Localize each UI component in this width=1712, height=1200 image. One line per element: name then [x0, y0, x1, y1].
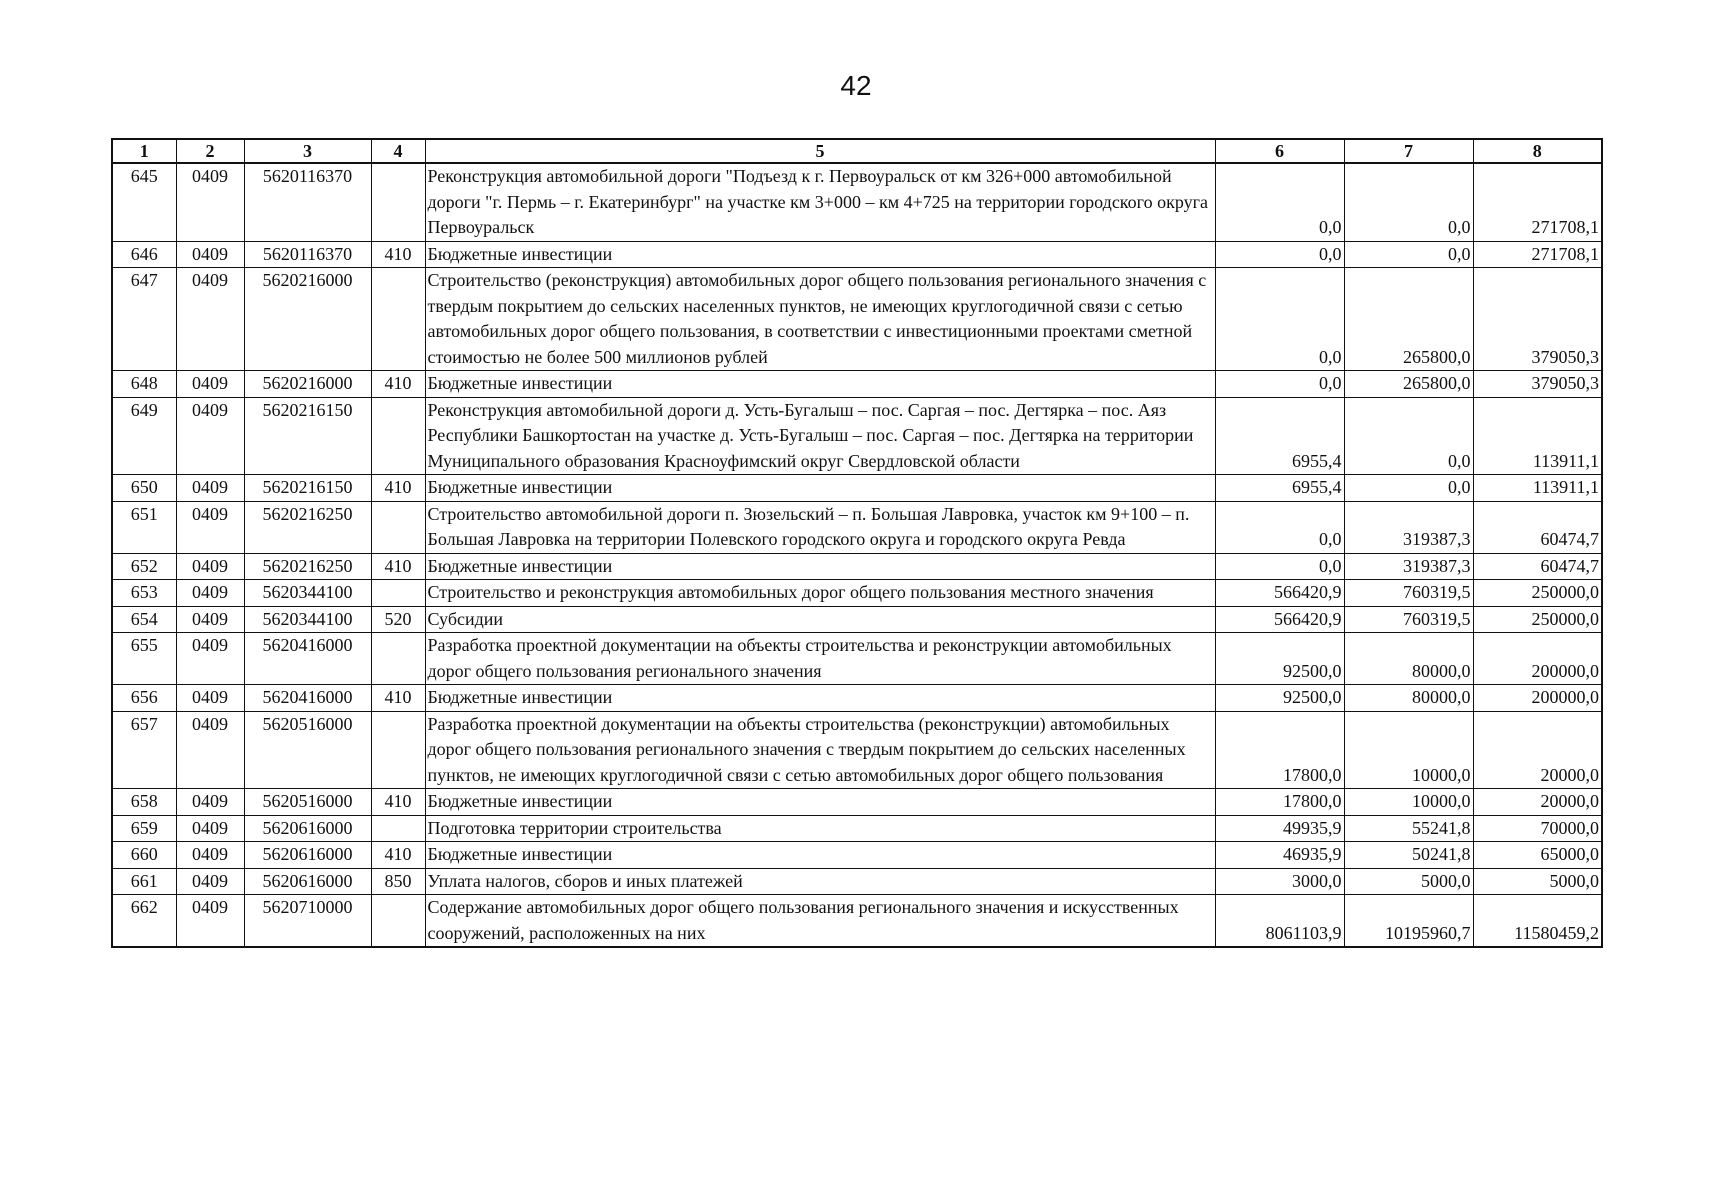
target-article-cell: 5620516000 — [244, 789, 371, 816]
item-name-cell: Строительство и реконструкция автомобильных дорог общего пользования местного значения — [425, 580, 1215, 607]
expense-type-cell: 410 — [371, 789, 425, 816]
table-row — [112, 268, 1602, 371]
target-article-cell: 5620116370 — [244, 163, 371, 241]
amount-col-8-cell: 250000,0 — [1473, 580, 1602, 607]
amount-col-8-cell: 11580459,2 — [1473, 895, 1602, 948]
section-code-cell: 0409 — [176, 553, 244, 580]
section-code-cell: 0409 — [176, 268, 244, 371]
amount-col-6-cell: 8061103,9 — [1215, 895, 1344, 948]
target-article-cell: 5620616000 — [244, 868, 371, 895]
amount-col-8-cell: 113911,1 — [1473, 397, 1602, 475]
amount-col-8-cell: 5000,0 — [1473, 868, 1602, 895]
item-name-cell: Подготовка территории строительства — [425, 815, 1215, 842]
amount-col-7-cell: 50241,8 — [1344, 842, 1473, 869]
expense-type-cell: 410 — [371, 842, 425, 869]
row-number-cell: 656 — [112, 685, 176, 712]
amount-col-7-cell: 319387,3 — [1344, 553, 1473, 580]
target-article-cell: 5620216000 — [244, 371, 371, 398]
amount-col-6-cell: 0,0 — [1215, 371, 1344, 398]
amount-col-6-cell: 0,0 — [1215, 268, 1344, 371]
expense-type-cell: 410 — [371, 241, 425, 268]
amount-col-6-cell: 0,0 — [1215, 163, 1344, 241]
row-number-cell: 659 — [112, 815, 176, 842]
amount-col-7-cell: 760319,5 — [1344, 606, 1473, 633]
expense-type-cell — [371, 163, 425, 241]
row-number-cell: 657 — [112, 711, 176, 789]
item-name-cell: Реконструкция автомобильной дороги д. Усть-Бугалыш – пос. Саргая – пос. Дегтярка – пос. Аяз Республики Башкортостан на участке д. Усть-Бугалыш – пос. Саргая – пос. Дегтярка на территории Муниципального образования Красноуфимский округ Свердловской области — [425, 397, 1215, 475]
target-article-cell: 5620344100 — [244, 580, 371, 607]
table-row — [112, 789, 1602, 816]
amount-col-7-cell: 0,0 — [1344, 163, 1473, 241]
row-number-cell: 652 — [112, 553, 176, 580]
amount-col-7-cell: 760319,5 — [1344, 580, 1473, 607]
target-article-cell: 5620710000 — [244, 895, 371, 948]
section-code-cell: 0409 — [176, 633, 244, 685]
expense-type-cell: 520 — [371, 606, 425, 633]
amount-col-7-cell: 80000,0 — [1344, 633, 1473, 685]
row-number-cell: 647 — [112, 268, 176, 371]
section-code-cell: 0409 — [176, 842, 244, 869]
amount-col-6-cell: 17800,0 — [1215, 789, 1344, 816]
item-name-cell: Уплата налогов, сборов и иных платежей — [425, 868, 1215, 895]
row-number-cell: 658 — [112, 789, 176, 816]
row-number-cell: 660 — [112, 842, 176, 869]
amount-col-8-cell: 379050,3 — [1473, 268, 1602, 371]
amount-col-7-cell: 10000,0 — [1344, 711, 1473, 789]
section-code-cell: 0409 — [176, 580, 244, 607]
header-col-1: 1 — [112, 139, 176, 163]
amount-col-6-cell: 566420,9 — [1215, 606, 1344, 633]
amount-col-8-cell: 271708,1 — [1473, 163, 1602, 241]
amount-col-7-cell: 0,0 — [1344, 397, 1473, 475]
target-article-cell: 5620216250 — [244, 553, 371, 580]
expense-type-cell — [371, 580, 425, 607]
target-article-cell: 5620344100 — [244, 606, 371, 633]
expense-type-cell — [371, 397, 425, 475]
table-row — [112, 241, 1602, 268]
amount-col-7-cell: 0,0 — [1344, 475, 1473, 502]
row-number-cell: 648 — [112, 371, 176, 398]
table-row — [112, 553, 1602, 580]
header-col-4: 4 — [371, 139, 425, 163]
table-row — [112, 371, 1602, 398]
amount-col-8-cell: 379050,3 — [1473, 371, 1602, 398]
amount-col-6-cell: 3000,0 — [1215, 868, 1344, 895]
amount-col-6-cell: 49935,9 — [1215, 815, 1344, 842]
amount-col-8-cell: 250000,0 — [1473, 606, 1602, 633]
table-row — [112, 606, 1602, 633]
page-number: 42 — [840, 70, 872, 101]
table-row — [112, 580, 1602, 607]
section-code-cell: 0409 — [176, 475, 244, 502]
target-article-cell: 5620216250 — [244, 501, 371, 553]
amount-col-7-cell: 10000,0 — [1344, 789, 1473, 816]
amount-col-6-cell: 6955,4 — [1215, 475, 1344, 502]
table-row — [112, 868, 1602, 895]
amount-col-8-cell: 20000,0 — [1473, 789, 1602, 816]
table-row — [112, 711, 1602, 789]
target-article-cell: 5620216150 — [244, 475, 371, 502]
amount-col-8-cell: 271708,1 — [1473, 241, 1602, 268]
table-row — [112, 163, 1602, 241]
target-article-cell: 5620616000 — [244, 815, 371, 842]
target-article-cell: 5620416000 — [244, 633, 371, 685]
item-name-cell: Разработка проектной документации на объекты строительства (реконструкции) автомобильных дорог общего пользования регионального значения с твердым покрытием до сельских населенных пунктов, не имеющих круглогодичной связи с сетью автомобильных дорог общего пользования — [425, 711, 1215, 789]
section-code-cell: 0409 — [176, 789, 244, 816]
amount-col-8-cell: 65000,0 — [1473, 842, 1602, 869]
header-col-3: 3 — [244, 139, 371, 163]
expense-type-cell: 410 — [371, 371, 425, 398]
item-name-cell: Субсидии — [425, 606, 1215, 633]
item-name-cell: Реконструкция автомобильной дороги "Подъезд к г. Первоуральск от км 326+000 автомобильной дороги "г. Пермь – г. Екатеринбург" на участке км 3+000 – км 4+725 на территории городского округа Первоуральск — [425, 163, 1215, 241]
expense-type-cell — [371, 268, 425, 371]
expense-type-cell — [371, 711, 425, 789]
target-article-cell: 5620516000 — [244, 711, 371, 789]
item-name-cell: Бюджетные инвестиции — [425, 789, 1215, 816]
section-code-cell: 0409 — [176, 501, 244, 553]
section-code-cell: 0409 — [176, 895, 244, 948]
row-number-cell: 662 — [112, 895, 176, 948]
item-name-cell: Строительство автомобильной дороги п. Зюзельский – п. Большая Лавровка, участок км 9+100 – п. Большая Лавровка на территории Полевского городского округа и городского округа Ревда — [425, 501, 1215, 553]
amount-col-6-cell: 0,0 — [1215, 553, 1344, 580]
expense-type-cell — [371, 633, 425, 685]
table-row — [112, 475, 1602, 502]
amount-col-8-cell: 60474,7 — [1473, 553, 1602, 580]
table-row — [112, 501, 1602, 553]
target-article-cell: 5620116370 — [244, 241, 371, 268]
amount-col-7-cell: 265800,0 — [1344, 268, 1473, 371]
section-code-cell: 0409 — [176, 371, 244, 398]
table-row — [112, 842, 1602, 869]
item-name-cell: Бюджетные инвестиции — [425, 241, 1215, 268]
section-code-cell: 0409 — [176, 711, 244, 789]
item-name-cell: Строительство (реконструкция) автомобильных дорог общего пользования регионального значения с твердым покрытием до сельских населенных пунктов, не имеющих круглогодичной связи с сетью автомобильных дорог общего пользования, в соответствии с инвестиционными проектами сметной стоимостью не более 500 миллионов рублей — [425, 268, 1215, 371]
item-name-cell: Бюджетные инвестиции — [425, 371, 1215, 398]
expense-type-cell — [371, 501, 425, 553]
table-body — [112, 163, 1602, 947]
expense-type-cell: 410 — [371, 553, 425, 580]
amount-col-7-cell: 5000,0 — [1344, 868, 1473, 895]
amount-col-6-cell: 92500,0 — [1215, 633, 1344, 685]
amount-col-6-cell: 92500,0 — [1215, 685, 1344, 712]
amount-col-7-cell: 265800,0 — [1344, 371, 1473, 398]
expense-type-cell: 410 — [371, 685, 425, 712]
expense-type-cell — [371, 815, 425, 842]
target-article-cell: 5620216150 — [244, 397, 371, 475]
row-number-cell: 649 — [112, 397, 176, 475]
header-row — [112, 139, 1602, 163]
section-code-cell: 0409 — [176, 241, 244, 268]
amount-col-8-cell: 60474,7 — [1473, 501, 1602, 553]
amount-col-8-cell: 200000,0 — [1473, 685, 1602, 712]
amount-col-6-cell: 46935,9 — [1215, 842, 1344, 869]
amount-col-7-cell: 55241,8 — [1344, 815, 1473, 842]
amount-col-7-cell: 319387,3 — [1344, 501, 1473, 553]
table-row — [112, 685, 1602, 712]
row-number-cell: 645 — [112, 163, 176, 241]
table-row — [112, 815, 1602, 842]
section-code-cell: 0409 — [176, 685, 244, 712]
row-number-cell: 655 — [112, 633, 176, 685]
header-col-7: 7 — [1344, 139, 1473, 163]
item-name-cell: Бюджетные инвестиции — [425, 685, 1215, 712]
amount-col-8-cell: 70000,0 — [1473, 815, 1602, 842]
table-row — [112, 397, 1602, 475]
expense-type-cell: 850 — [371, 868, 425, 895]
amount-col-6-cell: 6955,4 — [1215, 397, 1344, 475]
row-number-cell: 650 — [112, 475, 176, 502]
section-code-cell: 0409 — [176, 815, 244, 842]
amount-col-6-cell: 0,0 — [1215, 241, 1344, 268]
target-article-cell: 5620416000 — [244, 685, 371, 712]
header-col-5: 5 — [425, 139, 1215, 163]
amount-col-7-cell: 10195960,7 — [1344, 895, 1473, 948]
header-col-2: 2 — [176, 139, 244, 163]
budget-table — [111, 138, 1603, 948]
row-number-cell: 651 — [112, 501, 176, 553]
table-row — [112, 895, 1602, 948]
row-number-cell: 661 — [112, 868, 176, 895]
amount-col-6-cell: 0,0 — [1215, 501, 1344, 553]
section-code-cell: 0409 — [176, 397, 244, 475]
expense-type-cell: 410 — [371, 475, 425, 502]
amount-col-6-cell: 566420,9 — [1215, 580, 1344, 607]
item-name-cell: Бюджетные инвестиции — [425, 842, 1215, 869]
amount-col-6-cell: 17800,0 — [1215, 711, 1344, 789]
target-article-cell: 5620616000 — [244, 842, 371, 869]
amount-col-8-cell: 20000,0 — [1473, 711, 1602, 789]
amount-col-7-cell: 0,0 — [1344, 241, 1473, 268]
row-number-cell: 653 — [112, 580, 176, 607]
amount-col-8-cell: 200000,0 — [1473, 633, 1602, 685]
amount-col-8-cell: 113911,1 — [1473, 475, 1602, 502]
target-article-cell: 5620216000 — [244, 268, 371, 371]
item-name-cell: Бюджетные инвестиции — [425, 553, 1215, 580]
section-code-cell: 0409 — [176, 163, 244, 241]
section-code-cell: 0409 — [176, 868, 244, 895]
row-number-cell: 646 — [112, 241, 176, 268]
item-name-cell: Бюджетные инвестиции — [425, 475, 1215, 502]
table-row — [112, 633, 1602, 685]
amount-col-7-cell: 80000,0 — [1344, 685, 1473, 712]
item-name-cell: Содержание автомобильных дорог общего пользования регионального значения и искусственных сооружений, расположенных на них — [425, 895, 1215, 948]
expense-type-cell — [371, 895, 425, 948]
section-code-cell: 0409 — [176, 606, 244, 633]
header-col-8: 8 — [1473, 139, 1602, 163]
header-col-6: 6 — [1215, 139, 1344, 163]
row-number-cell: 654 — [112, 606, 176, 633]
item-name-cell: Разработка проектной документации на объекты строительства и реконструкции автомобильных дорог общего пользования регионального значения — [425, 633, 1215, 685]
